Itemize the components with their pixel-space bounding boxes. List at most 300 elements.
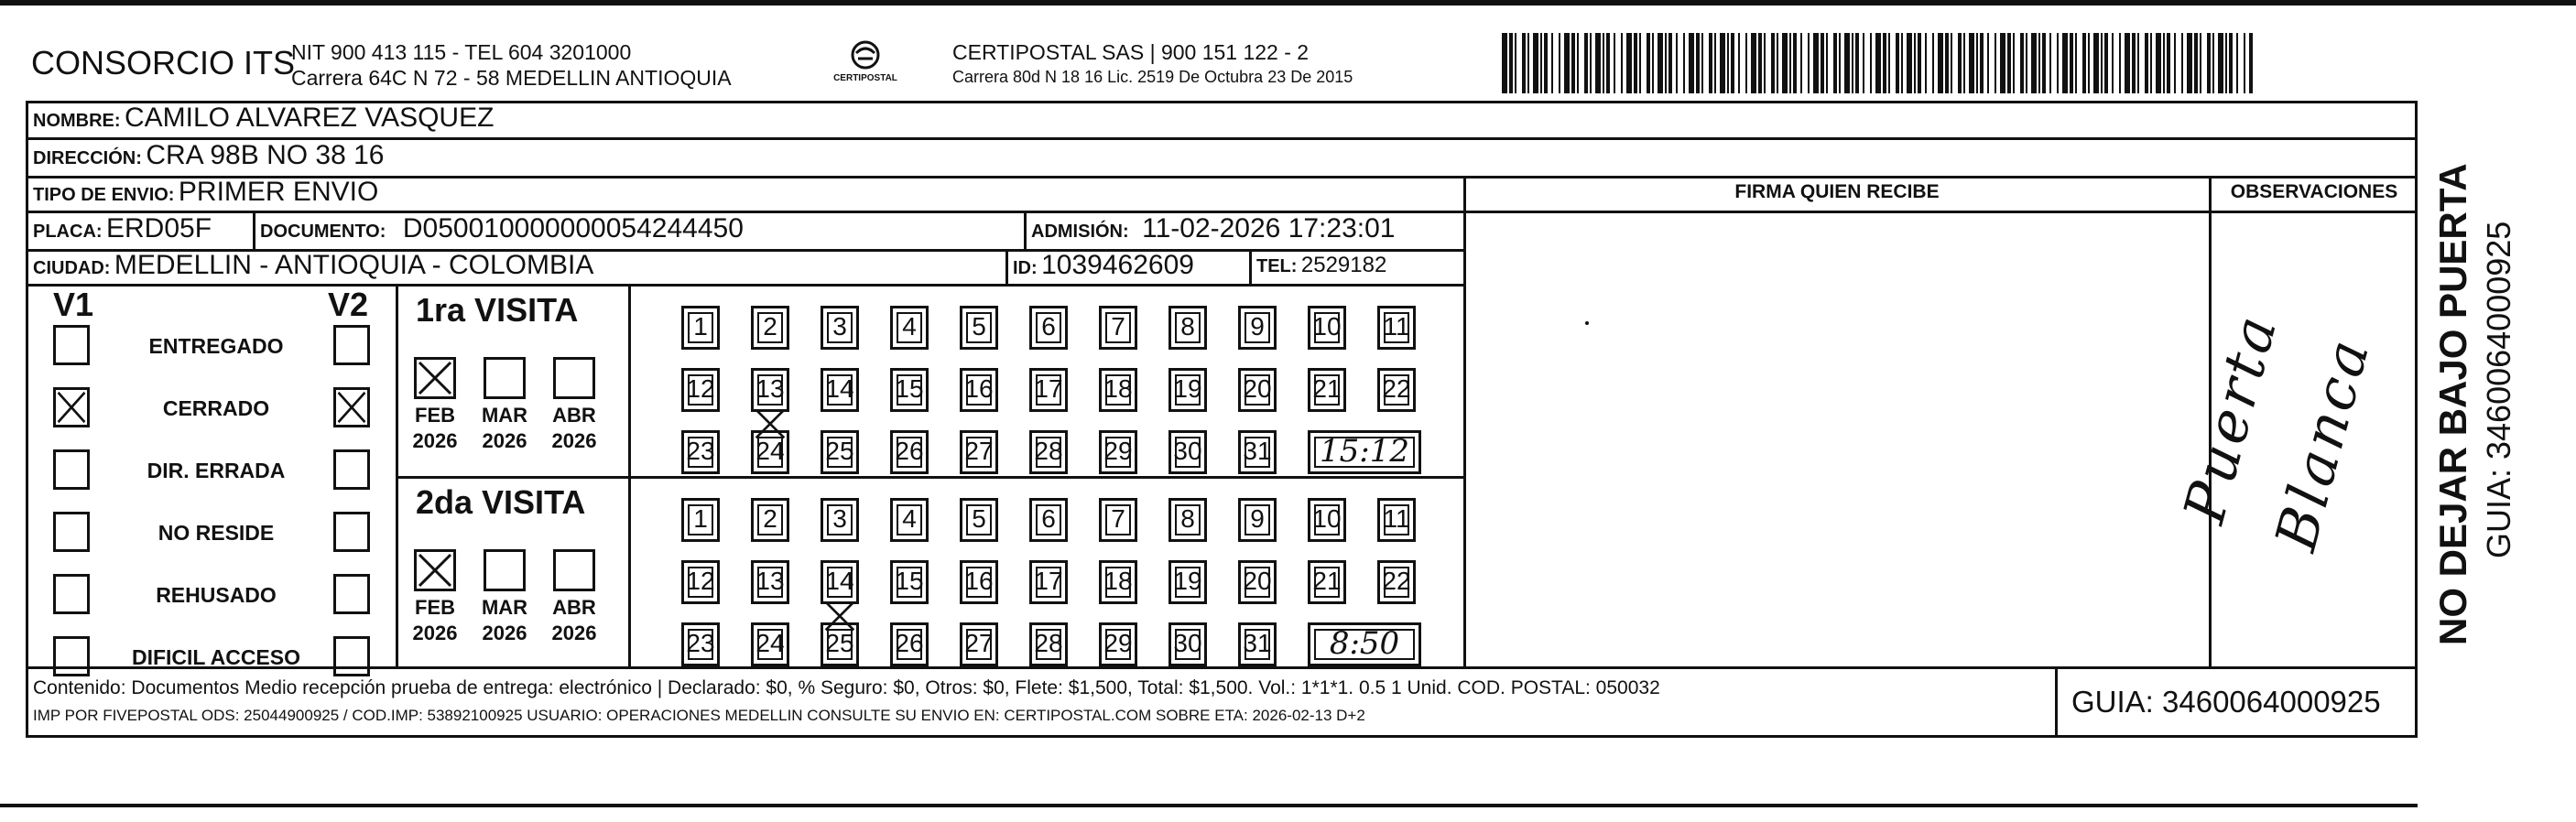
status-label: REHUSADO bbox=[156, 583, 277, 607]
barcode-bar bbox=[1870, 33, 1872, 93]
day-box[interactable] bbox=[1168, 368, 1207, 412]
barcode-bar bbox=[2101, 33, 2103, 93]
day-box[interactable] bbox=[1029, 622, 1068, 666]
barcode-bar bbox=[2229, 33, 2233, 93]
certipostal-logo-icon bbox=[829, 37, 902, 92]
barcode-bar bbox=[1527, 33, 1529, 93]
signature-area bbox=[1466, 213, 2209, 666]
month-year: 2026 bbox=[482, 429, 527, 452]
send-type-label: TIPO DE ENVIO: bbox=[33, 185, 175, 205]
barcode-bar bbox=[1551, 33, 1553, 93]
name-row bbox=[33, 103, 494, 134]
day-box[interactable] bbox=[1238, 622, 1277, 666]
day-box[interactable] bbox=[1168, 622, 1207, 666]
month-label: MAR bbox=[481, 596, 528, 619]
barcode-bar bbox=[1764, 33, 1766, 93]
barcode-bar bbox=[2218, 33, 2223, 93]
day-number: 4 bbox=[902, 312, 917, 341]
day-number: 23 bbox=[686, 629, 715, 657]
month-checkbox[interactable] bbox=[414, 549, 456, 591]
month-year: 2026 bbox=[551, 429, 597, 452]
barcode-bar bbox=[1963, 33, 1965, 93]
barcode-bar bbox=[1826, 33, 1828, 93]
barcode-bar bbox=[1683, 33, 1685, 93]
day-box[interactable] bbox=[1029, 368, 1068, 412]
visit-title: 1ra VISITA bbox=[416, 291, 579, 329]
barcode-bar bbox=[1571, 33, 1575, 93]
day-number: 11 bbox=[1383, 312, 1410, 341]
send-type-value: PRIMER ENVIO bbox=[178, 177, 379, 207]
day-box[interactable] bbox=[681, 368, 720, 412]
barcode-bar bbox=[2244, 33, 2245, 93]
day-box[interactable] bbox=[821, 560, 859, 604]
day-number: 22 bbox=[1382, 374, 1411, 403]
check-x-icon bbox=[336, 390, 367, 425]
plate-value: ERD05F bbox=[106, 213, 212, 243]
barcode-bar bbox=[1888, 33, 1890, 93]
day-box[interactable] bbox=[1377, 306, 1416, 350]
day-number: 7 bbox=[1111, 312, 1125, 341]
day-number: 19 bbox=[1173, 374, 1202, 403]
barcode-bar bbox=[2249, 33, 2253, 93]
barcode-bar bbox=[1689, 33, 1694, 93]
day-number: 1 bbox=[693, 312, 708, 341]
signature-dot bbox=[1585, 321, 1589, 325]
v1-checkbox[interactable] bbox=[53, 449, 90, 490]
day-box[interactable] bbox=[1029, 498, 1068, 542]
day-number: 26 bbox=[895, 629, 924, 657]
barcode-bar bbox=[1808, 33, 1810, 93]
v2-checkbox[interactable] bbox=[333, 449, 370, 490]
day-number: 12 bbox=[686, 374, 715, 403]
day-number: 27 bbox=[964, 437, 994, 465]
v2-checkbox[interactable] bbox=[333, 512, 370, 552]
day-box[interactable] bbox=[1168, 498, 1207, 542]
barcode-bar bbox=[2049, 33, 2051, 93]
barcode-bar bbox=[1676, 33, 1678, 93]
barcode-bar bbox=[1813, 33, 1819, 93]
day-box[interactable] bbox=[751, 430, 789, 474]
plate-row bbox=[33, 213, 212, 244]
address-row bbox=[33, 140, 385, 171]
day-box[interactable] bbox=[1238, 560, 1277, 604]
barcode-bar bbox=[1731, 33, 1734, 93]
day-box[interactable] bbox=[821, 498, 859, 542]
day-box[interactable] bbox=[1029, 430, 1068, 474]
barcode-bar bbox=[1925, 33, 1927, 93]
carrier-line-2: Carrera 80d N 18 16 Lic. 2519 De Octubra 23 De 2015 bbox=[952, 68, 1353, 86]
day-number: 12 bbox=[686, 567, 715, 595]
day-box[interactable] bbox=[1168, 560, 1207, 604]
barcode-bar bbox=[1821, 33, 1824, 93]
day-number: 17 bbox=[1034, 567, 1063, 595]
barcode-bar bbox=[1720, 33, 1725, 93]
day-number: 21 bbox=[1312, 374, 1342, 403]
barcode-bar bbox=[1918, 33, 1921, 93]
barcode-bar bbox=[1994, 33, 1996, 93]
day-number: 27 bbox=[964, 629, 994, 657]
tel-value: 2529182 bbox=[1300, 253, 1387, 277]
day-number: 1 bbox=[693, 504, 708, 533]
name-label: NOMBRE: bbox=[33, 111, 121, 131]
barcode-bar bbox=[1863, 33, 1864, 93]
barcode-bar bbox=[1855, 33, 1859, 93]
barcode-bar bbox=[1951, 33, 1952, 93]
day-box[interactable] bbox=[1029, 560, 1068, 604]
month-label: FEB bbox=[415, 596, 455, 619]
admission-row bbox=[1031, 213, 1395, 244]
barcode-bar bbox=[2082, 33, 2086, 93]
address-label: DIRECCIÓN: bbox=[33, 148, 142, 168]
day-box[interactable] bbox=[960, 622, 998, 666]
day-box[interactable] bbox=[1238, 306, 1277, 350]
day-box[interactable] bbox=[1029, 306, 1068, 350]
day-box[interactable] bbox=[821, 622, 859, 666]
v1-checkbox[interactable] bbox=[53, 636, 90, 676]
status-label: DIR. ERRADA bbox=[147, 459, 286, 482]
barcode-bar bbox=[1668, 33, 1672, 93]
barcode-graphic bbox=[1502, 33, 2253, 93]
day-box[interactable] bbox=[1308, 560, 1346, 604]
time-handwritten: 15:12 bbox=[1320, 433, 1409, 470]
signature-header: FIRMA QUIEN RECIBE bbox=[1734, 181, 1940, 202]
day-box[interactable] bbox=[1099, 560, 1137, 604]
barcode-bar bbox=[1626, 33, 1632, 93]
day-number: 3 bbox=[832, 504, 847, 533]
barcode-bar bbox=[2212, 33, 2214, 93]
day-box[interactable] bbox=[1377, 498, 1416, 542]
v2-checkbox[interactable] bbox=[333, 325, 370, 365]
tel-row bbox=[1256, 253, 1386, 278]
time-handwritten: 8:50 bbox=[1329, 625, 1400, 662]
barcode-bar bbox=[2104, 33, 2108, 93]
day-number: 7 bbox=[1111, 504, 1125, 533]
barcode-bar bbox=[2000, 33, 2005, 93]
day-box[interactable] bbox=[821, 306, 859, 350]
day-number: 29 bbox=[1103, 437, 1133, 465]
barcode-bar bbox=[1938, 33, 1943, 93]
barcode-bar bbox=[1584, 33, 1588, 93]
day-number: 25 bbox=[825, 437, 854, 465]
day-box[interactable] bbox=[1099, 622, 1137, 666]
day-box[interactable] bbox=[1308, 368, 1346, 412]
barcode-bar bbox=[2013, 33, 2015, 93]
barcode-bar bbox=[1907, 33, 1912, 93]
side-guia: GUIA: 3460064000925 bbox=[2480, 221, 2517, 558]
day-box[interactable] bbox=[751, 560, 789, 604]
barcode-bar bbox=[2057, 33, 2059, 93]
day-number: 15 bbox=[895, 374, 924, 403]
footer-line-2: IMP POR FIVEPOSTAL ODS: 25044900925 / COD.IMP: 53892100925 USUARIO: OPERACIONES MEDELLIN CONSULTE SU ENVIO EN: CERTIPOSTAL.COM SOBRE ETA: 2026-02-13 D+2 bbox=[33, 707, 1365, 724]
day-number: 24 bbox=[755, 629, 785, 657]
day-box[interactable] bbox=[890, 622, 929, 666]
day-number: 24 bbox=[755, 437, 785, 465]
day-number: 31 bbox=[1243, 437, 1272, 465]
v1-label: V1 bbox=[53, 286, 94, 323]
barcode-bar bbox=[2150, 33, 2152, 93]
status-label: DIFICIL ACCESO bbox=[131, 645, 300, 669]
day-box[interactable] bbox=[890, 306, 929, 350]
barcode-bar bbox=[2163, 33, 2165, 93]
day-box[interactable] bbox=[960, 306, 998, 350]
day-number: 29 bbox=[1103, 629, 1133, 657]
day-number: 18 bbox=[1103, 567, 1133, 595]
day-box[interactable] bbox=[681, 498, 720, 542]
day-number: 28 bbox=[1034, 629, 1063, 657]
month-checkbox[interactable] bbox=[484, 357, 526, 399]
day-number: 28 bbox=[1034, 437, 1063, 465]
id-row bbox=[1013, 250, 1194, 281]
barcode bbox=[1502, 33, 2253, 93]
check-x-icon bbox=[56, 390, 87, 425]
day-box[interactable] bbox=[1308, 306, 1346, 350]
day-box[interactable] bbox=[1238, 498, 1277, 542]
barcode-bar bbox=[1652, 33, 1654, 93]
id-label: ID: bbox=[1013, 258, 1038, 278]
day-box[interactable] bbox=[1377, 560, 1416, 604]
day-box[interactable] bbox=[681, 560, 720, 604]
day-number: 20 bbox=[1243, 567, 1272, 595]
barcode-bar bbox=[1709, 33, 1712, 93]
day-number: 4 bbox=[902, 504, 917, 533]
day-number: 16 bbox=[964, 567, 994, 595]
day-number: 31 bbox=[1243, 629, 1272, 657]
v2-checkbox[interactable] bbox=[333, 387, 370, 427]
company-name: CONSORCIO ITS bbox=[31, 44, 296, 81]
day-number: 17 bbox=[1034, 374, 1063, 403]
day-number: 8 bbox=[1180, 504, 1195, 533]
month-year: 2026 bbox=[482, 622, 527, 644]
day-box[interactable] bbox=[821, 368, 859, 412]
month-checkbox[interactable] bbox=[553, 357, 595, 399]
day-number: 30 bbox=[1173, 437, 1202, 465]
day-box[interactable] bbox=[890, 430, 929, 474]
month-year: 2026 bbox=[551, 622, 597, 644]
barcode-bar bbox=[1771, 33, 1775, 93]
barcode-bar bbox=[2137, 33, 2139, 93]
barcode-bar bbox=[2207, 33, 2211, 93]
day-box[interactable] bbox=[960, 560, 998, 604]
barcode-bar bbox=[1647, 33, 1650, 93]
v1-checkbox[interactable] bbox=[53, 574, 90, 614]
barcode-bar bbox=[2200, 33, 2201, 93]
month-label: FEB bbox=[415, 404, 455, 427]
day-box[interactable] bbox=[1238, 430, 1277, 474]
city-row bbox=[33, 250, 593, 281]
v1-checkbox[interactable] bbox=[53, 512, 90, 552]
barcode-bar bbox=[1987, 33, 1989, 93]
barcode-bar bbox=[1701, 33, 1703, 93]
barcode-bar bbox=[2093, 33, 2099, 93]
barcode-bar bbox=[1577, 33, 1579, 93]
barcode-bar bbox=[2156, 33, 2161, 93]
month-label: ABR bbox=[552, 596, 596, 619]
plate-label: PLACA: bbox=[33, 222, 103, 242]
barcode-bar bbox=[1559, 33, 1560, 93]
barcode-bar bbox=[2225, 33, 2227, 93]
barcode-bar bbox=[1833, 33, 1837, 93]
day-box[interactable] bbox=[1168, 306, 1207, 350]
barcode-bar bbox=[2119, 33, 2121, 93]
day-box[interactable] bbox=[890, 368, 929, 412]
day-box[interactable] bbox=[681, 306, 720, 350]
barcode-bar bbox=[1777, 33, 1778, 93]
observations-header: OBSERVACIONES bbox=[2230, 181, 2398, 202]
day-box[interactable] bbox=[1099, 368, 1137, 412]
barcode-bar bbox=[1751, 33, 1756, 93]
v2-checkbox[interactable] bbox=[333, 636, 370, 676]
day-box[interactable] bbox=[751, 306, 789, 350]
barcode-bar bbox=[1665, 33, 1667, 93]
day-number: 6 bbox=[1041, 504, 1056, 533]
day-box[interactable] bbox=[681, 622, 720, 666]
footer-line-1: Contenido: Documentos Medio recepción prueba de entrega: electrónico | Declarado: $0, % Seguro: $0, Otros: $0, Flete: $1,500, Total: $1,500. Vol.: 1*1*1. 0.5 1 Unid. COD. POSTAL: 050032 bbox=[33, 677, 1660, 698]
day-box[interactable] bbox=[751, 498, 789, 542]
status-label: CERRADO bbox=[162, 396, 270, 420]
barcode-bar bbox=[1738, 33, 1740, 93]
visit-title: 2da VISITA bbox=[416, 483, 586, 521]
barcode-bar bbox=[2070, 33, 2073, 93]
day-box[interactable] bbox=[890, 498, 929, 542]
barcode-bar bbox=[2088, 33, 2090, 93]
document-row bbox=[260, 213, 744, 244]
day-box[interactable] bbox=[960, 368, 998, 412]
day-box[interactable] bbox=[751, 622, 789, 666]
day-number: 2 bbox=[763, 504, 777, 533]
time-box[interactable] bbox=[1308, 430, 1421, 474]
day-box[interactable] bbox=[1377, 368, 1416, 412]
top-rule bbox=[0, 0, 2576, 5]
barcode-bar bbox=[1883, 33, 1886, 93]
barcode-bar bbox=[1540, 33, 1542, 93]
barcode-bar bbox=[1839, 33, 1841, 93]
barcode-bar bbox=[2020, 33, 2024, 93]
day-number: 9 bbox=[1250, 312, 1265, 341]
barcode-bar bbox=[1958, 33, 1962, 93]
day-box[interactable] bbox=[890, 560, 929, 604]
barcode-bar bbox=[1793, 33, 1797, 93]
barcode-bar bbox=[2007, 33, 2011, 93]
barcode-bar bbox=[1945, 33, 1949, 93]
day-box[interactable] bbox=[681, 430, 720, 474]
day-number: 19 bbox=[1173, 567, 1202, 595]
observation-note-2: Blanca bbox=[2262, 330, 2384, 557]
barcode-bar bbox=[1980, 33, 1984, 93]
barcode-bar bbox=[1544, 33, 1548, 93]
barcode-bar bbox=[1502, 33, 1507, 93]
barcode-bar bbox=[1932, 33, 1934, 93]
barcode-bar bbox=[1745, 33, 1747, 93]
logo-text: CERTIPOSTAL bbox=[833, 73, 897, 83]
barcode-bar bbox=[2167, 33, 2170, 93]
day-number: 13 bbox=[755, 567, 785, 595]
barcode-bar bbox=[1515, 33, 1516, 93]
barcode-bar bbox=[1522, 33, 1526, 93]
barcode-bar bbox=[1976, 33, 1978, 93]
time-box[interactable] bbox=[1308, 622, 1421, 666]
day-box[interactable] bbox=[1099, 498, 1137, 542]
month-checkbox[interactable] bbox=[484, 549, 526, 591]
barcode-bar bbox=[1844, 33, 1850, 93]
barcode-bar bbox=[2125, 33, 2130, 93]
barcode-bar bbox=[1533, 33, 1538, 93]
v1-checkbox[interactable] bbox=[53, 387, 90, 427]
barcode-bar bbox=[1896, 33, 1899, 93]
barcode-bar bbox=[1595, 33, 1601, 93]
id-value: 1039462609 bbox=[1041, 250, 1194, 280]
barcode-bar bbox=[1614, 33, 1615, 93]
day-number: 11 bbox=[1383, 504, 1410, 533]
day-number: 8 bbox=[1180, 312, 1195, 341]
barcode-bar bbox=[1603, 33, 1604, 93]
guia-box: GUIA: 3460064000925 bbox=[2071, 685, 2381, 719]
barcode-bar bbox=[2181, 33, 2183, 93]
barcode-bar bbox=[2132, 33, 2136, 93]
admission-value: 11-02-2026 17:23:01 bbox=[1142, 213, 1396, 243]
certipostal-logo bbox=[829, 37, 902, 92]
day-number: 23 bbox=[686, 437, 715, 465]
day-box[interactable] bbox=[1168, 430, 1207, 474]
day-box[interactable] bbox=[751, 368, 789, 412]
city-label: CIUDAD: bbox=[33, 258, 111, 278]
barcode-bar bbox=[1714, 33, 1716, 93]
day-box[interactable] bbox=[821, 430, 859, 474]
day-number: 15 bbox=[895, 567, 924, 595]
day-number: 3 bbox=[832, 312, 847, 341]
day-number: 22 bbox=[1382, 567, 1411, 595]
check-x-icon bbox=[417, 360, 453, 396]
send-type-row bbox=[33, 177, 378, 208]
day-box[interactable] bbox=[960, 430, 998, 474]
tel-label: TEL: bbox=[1256, 256, 1298, 276]
barcode-bar bbox=[2174, 33, 2176, 93]
carrier-line-1: CERTIPOSTAL SAS | 900 151 122 - 2 bbox=[952, 40, 1310, 64]
side-warning: NO DEJAR BAJO PUERTA bbox=[2431, 163, 2474, 645]
barcode-bar bbox=[1969, 33, 1974, 93]
barcode-bar bbox=[1901, 33, 1903, 93]
barcode-bar bbox=[1782, 33, 1788, 93]
day-box[interactable] bbox=[1238, 368, 1277, 412]
day-box[interactable] bbox=[960, 498, 998, 542]
v2-checkbox[interactable] bbox=[333, 574, 370, 614]
month-checkbox[interactable] bbox=[414, 357, 456, 399]
day-number: 5 bbox=[972, 504, 986, 533]
month-checkbox[interactable] bbox=[553, 549, 595, 591]
barcode-bar bbox=[1639, 33, 1641, 93]
barcode-bar bbox=[2026, 33, 2027, 93]
v1-checkbox[interactable] bbox=[53, 325, 90, 365]
company-line-2: Carrera 64C N 72 - 58 MEDELLIN ANTIOQUIA bbox=[291, 66, 732, 90]
barcode-bar bbox=[1696, 33, 1700, 93]
status-label: NO RESIDE bbox=[158, 521, 275, 545]
barcode-bar bbox=[1914, 33, 1916, 93]
day-number: 18 bbox=[1103, 374, 1133, 403]
barcode-bar bbox=[1852, 33, 1853, 93]
name-value: CAMILO ALVAREZ VASQUEZ bbox=[125, 103, 495, 133]
check-x-icon bbox=[417, 552, 453, 589]
day-box[interactable] bbox=[1099, 306, 1137, 350]
day-box[interactable] bbox=[1099, 430, 1137, 474]
month-label: MAR bbox=[481, 404, 528, 427]
month-label: ABR bbox=[552, 404, 596, 427]
barcode-bar bbox=[1658, 33, 1663, 93]
day-number: 13 bbox=[755, 374, 785, 403]
barcode-bar bbox=[2187, 33, 2192, 93]
day-number: 10 bbox=[1312, 504, 1342, 533]
barcode-bar bbox=[2112, 33, 2114, 93]
day-box[interactable] bbox=[1308, 498, 1346, 542]
admission-label: ADMISIÓN: bbox=[1031, 222, 1129, 242]
